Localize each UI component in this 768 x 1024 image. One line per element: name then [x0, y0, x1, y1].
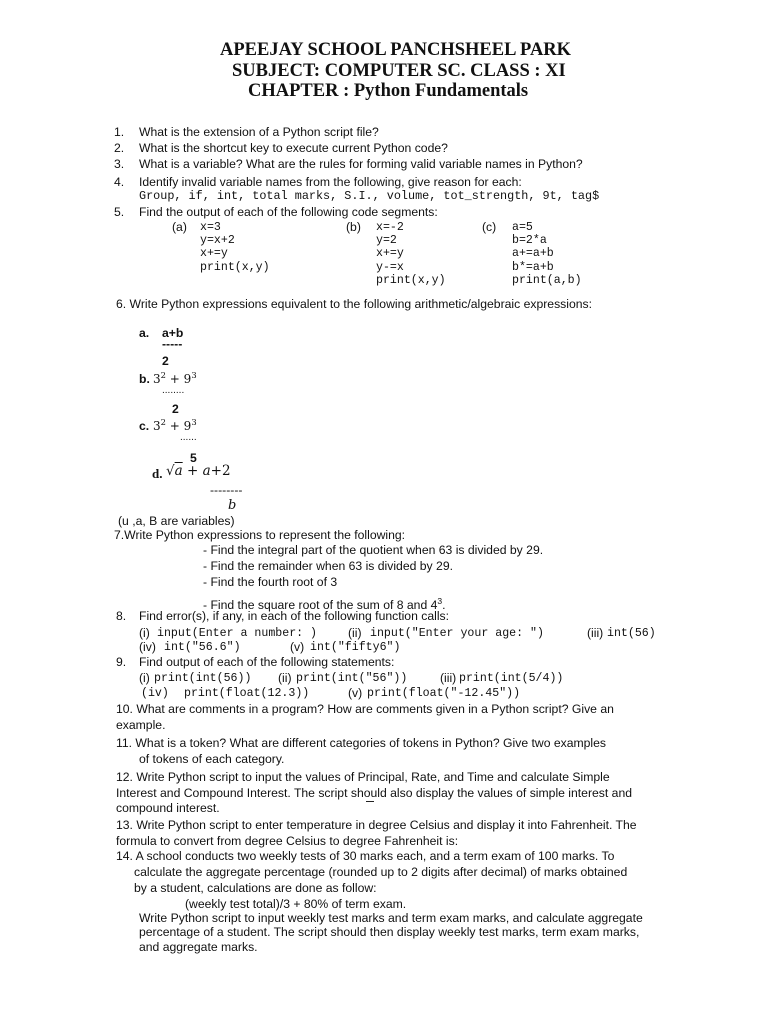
q3-number: 3.	[114, 157, 125, 171]
q6-c-label: c.	[139, 419, 150, 433]
q6-text: 6. Write Python expressions equivalent to the following arithmetic/algebraic expressions:	[116, 297, 593, 311]
q11-line2: of tokens of each category.	[139, 752, 285, 766]
q7-item-3: - Find the fourth root of 3	[203, 575, 338, 589]
q9-v-code: print(float("-12.45"))	[367, 687, 521, 700]
q8-i-label: (i)	[139, 626, 150, 640]
q6-b-label: b.	[139, 372, 150, 386]
subject-line: SUBJECT: COMPUTER SC. CLASS : XI	[232, 61, 566, 81]
q7-text: 7.Write Python expressions to represent the following:	[114, 528, 406, 542]
q8-v-code: int("fifty6")	[310, 641, 401, 654]
q8-v-label: (v)	[290, 640, 305, 654]
q9-number: 9.	[116, 655, 127, 669]
q4-variable-list: Group, if, int, total marks, S.I., volume, tot_strength, 9t, tag$	[139, 189, 600, 203]
q12-line2: Interest and Compound Interest. The script should also display the values of simple interest and	[116, 786, 632, 800]
q12-line3: compound interest.	[116, 801, 220, 815]
q6-b-denominator: 2	[172, 402, 179, 416]
q9-iv-label: (iv)	[141, 687, 169, 700]
q3-text: What is a variable? What are the rules for forming valid variable names in Python?	[139, 157, 583, 171]
q9-ii-label: (ii)	[278, 671, 292, 685]
q9-iv-code: print(float(12.3))	[184, 687, 310, 700]
q5-a-label: (a)	[172, 220, 187, 234]
q5-number: 5.	[114, 205, 125, 219]
q9-i-code: print(int(56))	[154, 672, 252, 685]
q8-iv-code: int("56.6")	[164, 641, 241, 654]
q1-text: What is the extension of a Python script file?	[139, 125, 379, 139]
q14-line7: and aggregate marks.	[139, 940, 258, 954]
q6-a-numerator: a+b	[162, 326, 184, 340]
q11-line1: 11. What is a token? What are different categories of tokens in Python? Give two examples	[116, 736, 607, 750]
q2-number: 2.	[114, 141, 125, 155]
q8-i-code: input(Enter a number: )	[157, 627, 318, 640]
q8-ii-code: input("Enter your age: ")	[370, 627, 544, 640]
q8-ii-label: (ii)	[348, 626, 362, 640]
q7-item-4: - Find the square root of the sum of 8 and $4^3$.	[203, 596, 446, 613]
q14-line5: Write Python script to input weekly test marks and term exam marks, and calculate aggregate	[139, 911, 643, 925]
q13-line1: 13. Write Python script to enter temperature in degree Celsius and display it into Fahrenheit. The	[116, 818, 637, 832]
q8-text: Find error(s), if any, in each of the following function calls:	[139, 609, 450, 623]
q13-line2: formula to convert from degree Celsius to degree Fahrenheit is:	[116, 834, 459, 848]
q6-c-denominator: 5	[190, 451, 197, 465]
q6-d-expression: √a + a+2	[166, 463, 231, 479]
q14-formula: (weekly test total)/3 + 80% of term exam.	[185, 897, 407, 911]
q9-text: Find output of each of the following statements:	[139, 655, 395, 669]
q9-v-label: (v)	[348, 686, 363, 700]
q8-number: 8.	[116, 609, 127, 623]
q6-d-denominator: b	[228, 498, 237, 513]
q8-iv-label: (iv)	[139, 640, 156, 654]
q12-line1: 12. Write Python script to input the values of Principal, Rate, and Time and calculate Simple	[116, 770, 610, 784]
q6-a-label: a.	[139, 326, 150, 340]
q10-line1: 10. What are comments in a program? How are comments given in a Python script? Give an	[116, 702, 614, 716]
q5-c-code: a=5 b=2*a a+=a+b b*=a+b print(a,b)	[512, 221, 582, 287]
q2-text: What is the shortcut key to execute current Python code?	[139, 141, 448, 155]
q5-b-code: x=-2 y=2 x+=y y-=x print(x,y)	[376, 221, 446, 287]
q9-i-label: (i)	[139, 671, 150, 685]
q5-c-label: (c)	[482, 220, 497, 234]
q6-d-label: d.	[152, 466, 163, 481]
q14-line3: by a student, calculations are done as follow:	[134, 881, 377, 895]
q10-line2: example.	[116, 718, 166, 732]
q9-iii-code: print(int(5/4))	[459, 672, 564, 685]
q6-b-fraction-bar: ........	[162, 385, 185, 396]
q6-b-expression: $3^2 + 9^3$	[153, 370, 197, 386]
q9-iii-label: (iii)	[440, 671, 457, 685]
q14-line6: percentage of a student. The script should then display weekly test marks, term exam marks,	[139, 925, 640, 939]
q8-iii-label: (iii)	[587, 626, 604, 640]
q6-c-fraction-bar: ......	[180, 432, 197, 443]
q8-iii-code: int(56)	[607, 627, 656, 640]
chapter-line: CHAPTER : Python Fundamentals	[248, 81, 529, 101]
q6-a-denominator: 2	[162, 354, 169, 368]
q5-a-code: x=3 y=x+2 x+=y print(x,y)	[200, 221, 270, 274]
q14-line1: 14. A school conducts two weekly tests of 30 marks each, and a term exam of 100 marks. To	[116, 849, 615, 863]
q6-a-fraction-bar: -----	[162, 337, 183, 351]
q6-variables-note: (u ,a, B are variables)	[118, 514, 235, 528]
school-name: APEEJAY SCHOOL PANCHSHEEL PARK	[220, 40, 572, 60]
q7-item-1: - Find the integral part of the quotient when 63 is divided by 29.	[203, 543, 544, 557]
q5-b-label: (b)	[346, 220, 361, 234]
q6-d-fraction-bar: --------	[210, 483, 243, 497]
stray-dash-mark	[366, 801, 374, 802]
q4-number: 4.	[114, 175, 125, 189]
q7-item-2: - Find the remainder when 63 is divided by 29.	[203, 559, 453, 573]
q6-c-expression: $3^2 + 9^3$	[153, 417, 197, 433]
q5-text: Find the output of each of the following code segments:	[139, 205, 438, 219]
q9-ii-code: print(int("56"))	[296, 672, 408, 685]
q14-line2: calculate the aggregate percentage (rounded up to 2 digits after decimal) of marks obtained	[134, 865, 628, 879]
q1-number: 1.	[114, 125, 125, 139]
q4-text: Identify invalid variable names from the following, give reason for each:	[139, 175, 522, 189]
